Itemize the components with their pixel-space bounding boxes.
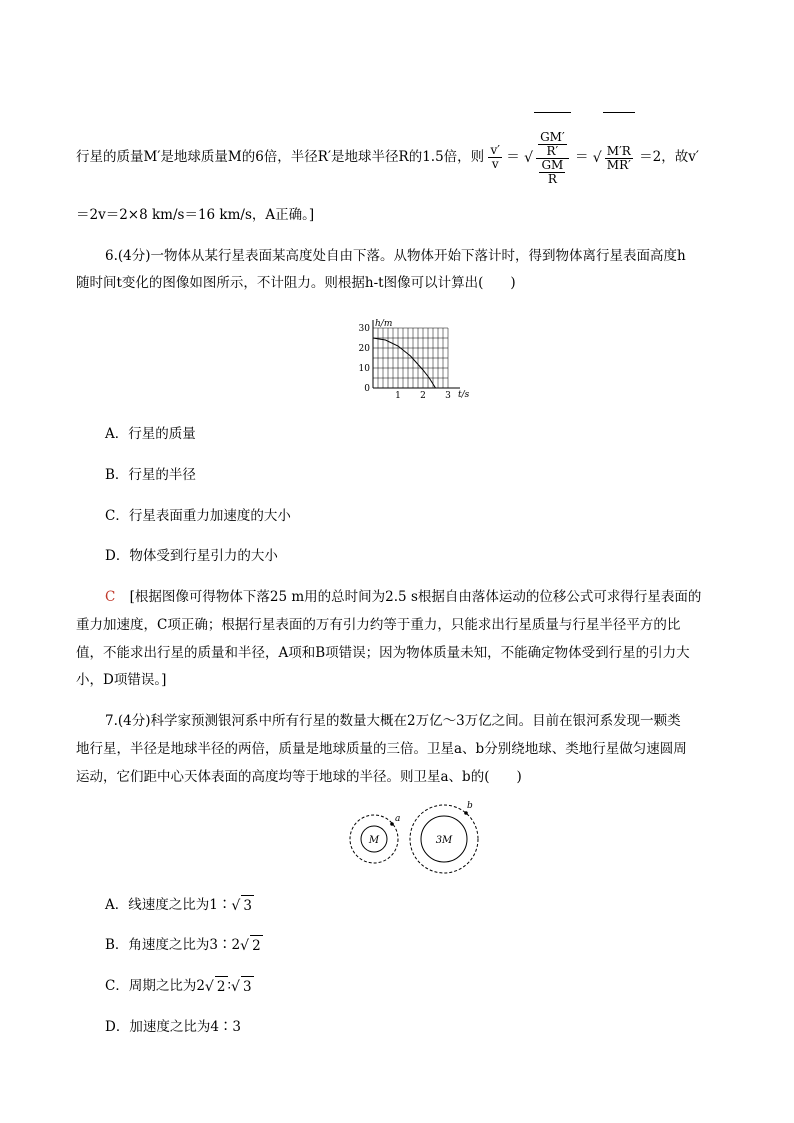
chart-y-tick-label: 0 (364, 384, 370, 394)
chart-grid (373, 328, 448, 388)
q7-option-d: D．加速度之比为4∶3 (105, 1019, 242, 1035)
q6-stem-line2: 随时间t变化的图像如图所示，不计阻力。则根据h-t图像可以计算出( ) (76, 275, 516, 291)
q7-orbit-diagram (345, 800, 505, 880)
chart-ylabel: h/m (375, 319, 393, 329)
q6-answer-text1: [根据图像可得物体下落25 m用的总时间为2.5 s根据自由落体运动的位移公式可求得行星表面的 (129, 589, 702, 605)
q7-option-a: A．线速度之比为1∶ √ 3 (105, 897, 252, 914)
sqrt-gm-ratio: √ $\frac{\frac{GM'}{R'}}{\frac{GM}{R}}$ (524, 112, 571, 203)
q7-option-b: B．角速度之比为3∶2 √ 2 (105, 937, 261, 954)
left-planet-label: M (368, 835, 380, 846)
equals-2: ＝ (574, 149, 589, 165)
satellite-b (464, 811, 468, 815)
solution5-line1 (76, 112, 699, 202)
equals-1: ＝ (506, 149, 520, 165)
q6-option-c: C．行星表面重力加速度的大小 (105, 508, 291, 524)
q6-option-d: D．物体受到行星引力的大小 (105, 548, 278, 564)
q7-stem-line3: 运动，它们距中心天体表面的高度均等于地球的半径。则卫星a、b的( ) (76, 769, 522, 785)
satellite-a-label: a (395, 814, 401, 824)
chart-ticks (359, 324, 452, 401)
chart-series-h (373, 338, 436, 388)
right-planet-label: 3M (435, 835, 453, 846)
q6-answer-line2: 重力加速度，C项正确；根据行星表面的万有引力约等于重力，只能求出行星质量与行星半径平方的比 (76, 617, 681, 633)
chart-xlabel: t/s (458, 390, 470, 400)
sqrt-symbol: √ 3 (231, 976, 254, 997)
q6-h-t-chart (348, 312, 478, 402)
solution5-tail: ＝2，故v′ (639, 149, 699, 165)
sqrt-symbol: √ 2 (240, 935, 263, 956)
solution5-line2: ＝2v＝2×8 km/s＝16 km/s，A正确。] (76, 207, 315, 223)
chart-y-tick-label: 20 (358, 344, 370, 354)
q7-option-c: C．周期之比为2 √ 2 ∶ √ 3 (105, 978, 252, 995)
q6-answer-line4: 小，D项错误。] (76, 672, 167, 688)
sqrt-symbol: √ 2 (205, 976, 228, 997)
velocity-ratio: $\frac{v'}{v}$ (490, 143, 500, 171)
chart-y-tick-label: 10 (358, 364, 370, 374)
sqrt-symbol: √ 3 (231, 895, 254, 916)
chart-x-tick-label: 1 (395, 391, 401, 401)
satellite-b-label: b (467, 801, 473, 811)
q6-answer-line1 (105, 587, 701, 607)
solution5-text: 行星的质量M′是地球质量M的6倍，半径R′是地球半径R的1.5倍，则 (76, 149, 485, 165)
satellite-a (390, 822, 394, 826)
q6-answer-letter: C (105, 589, 116, 605)
q7-stem-line2: 地行星，半径是地球半径的两倍，质量是地球质量的三倍。卫星a、b分别绕地球、类地行星做匀速圆周 (76, 741, 687, 757)
q6-stem-line1: 6.(4分)一物体从某行星表面某高度处自由下落。从物体开始下落计时，得到物体离行星表面高度h (105, 248, 686, 264)
chart-x-tick-label: 3 (445, 391, 451, 401)
q6-option-b: B．行星的半径 (105, 467, 196, 483)
q7-stem-line1: 7.(4分)科学家预测银河系中所有行星的数量大概在2万亿～3万亿之间。目前在银河系发现一颗类 (105, 713, 681, 729)
q6-answer-line3: 值，不能求出行星的质量和半径，A项和B项错误；因为物体质量未知，不能确定物体受到行星的引力大 (76, 645, 690, 661)
chart-x-tick-label: 2 (420, 391, 426, 401)
sqrt-mr-ratio: √ $\frac{M'R}{MR'}$ (593, 112, 635, 203)
chart-y-tick-label: 30 (358, 324, 370, 334)
q6-option-a: A．行星的质量 (105, 426, 196, 442)
